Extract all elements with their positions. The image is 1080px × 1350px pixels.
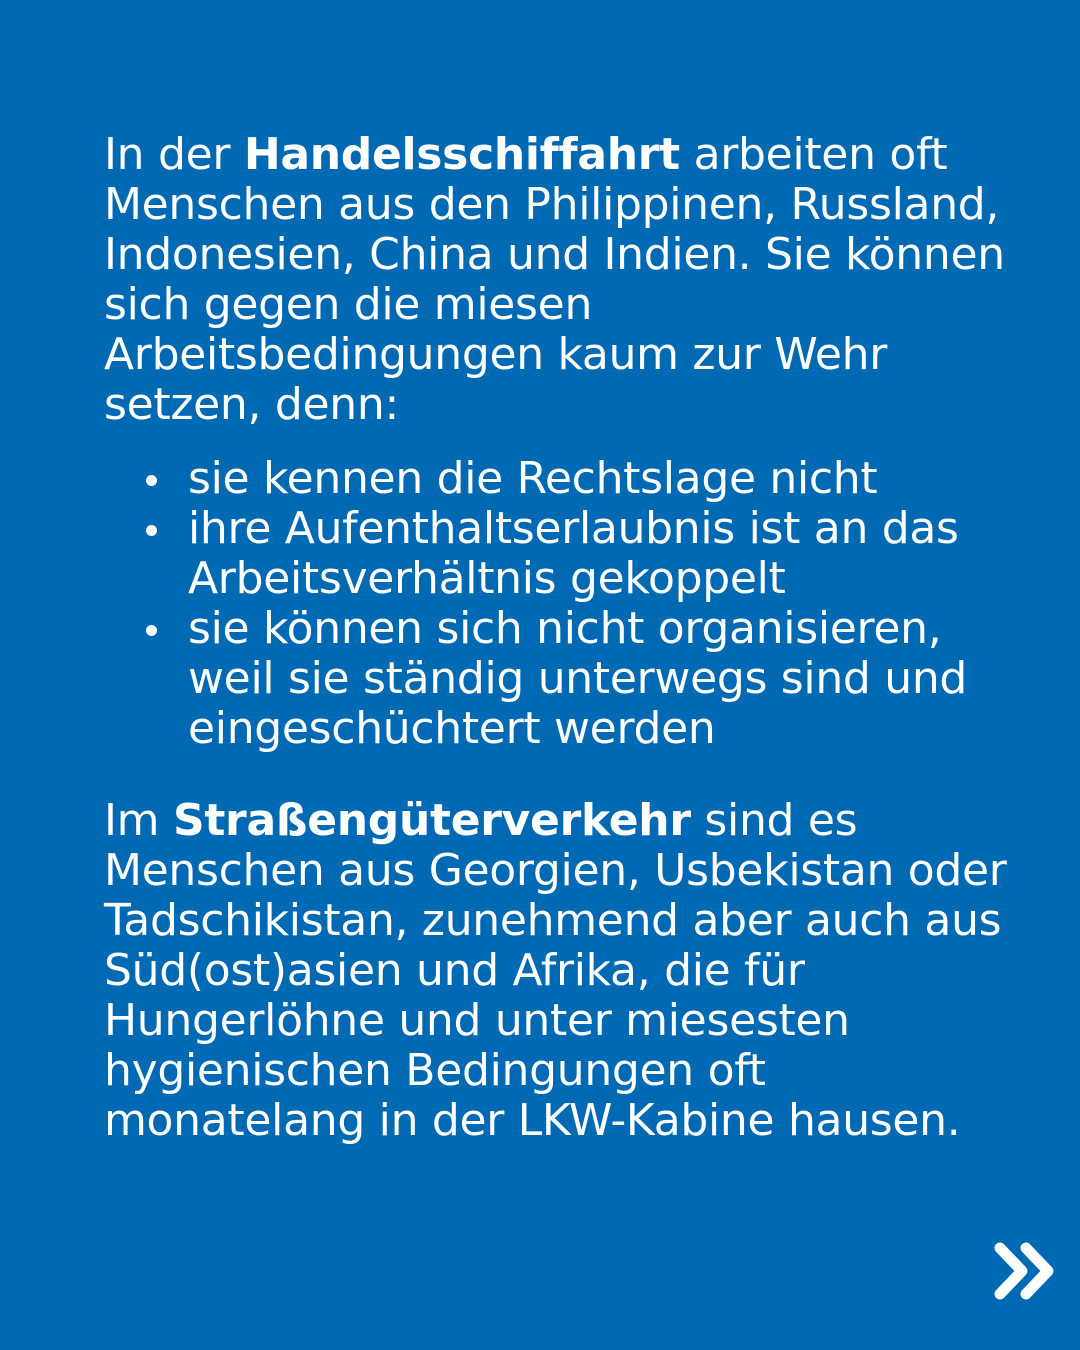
double-chevron-right-icon — [994, 1242, 1056, 1300]
reasons-list — [104, 454, 1024, 754]
paragraph-road-keyword: Straßengüterverkehr — [172, 795, 691, 846]
list-item: ihre Aufenthaltserlaubnis ist an das Arbeitsverhältnis gekoppelt — [188, 504, 1024, 604]
bullet-dot-icon — [146, 625, 157, 636]
list-item: sie kennen die Rechtslage nicht — [188, 454, 1024, 504]
paragraph-shipping-intro: In der — [104, 129, 244, 180]
paragraph-road-body: sind es Menschen aus Georgien, Usbekistan oder Tadschikistan, zunehmend aber auch aus Süd(ost)asien und Afrika, die für Hungerlöhne und unter miesesten hygienischen Bedingungen oft monatelang in der LKW-Kabine hausen. — [104, 795, 1007, 1146]
list-item: sie können sich nicht organisieren, weil sie ständig unterwegs sind und eingeschüchtert werden — [188, 604, 1024, 754]
bullet-dot-icon — [146, 475, 157, 486]
bullet-dot-icon — [146, 525, 157, 536]
next-slide-button[interactable] — [994, 1242, 1056, 1300]
paragraph-shipping — [104, 130, 1024, 430]
paragraph-shipping-body: arbeiten oft Menschen aus den Philippinen, Russland, Indonesien, China und Indien. Sie können sich gegen die miesen Arbeitsbedingungen kaum zur Wehr setzen, denn: — [104, 129, 1005, 430]
text-content — [104, 130, 1024, 1146]
paragraph-road-freight — [104, 796, 1024, 1146]
paragraph-road-intro: Im — [104, 795, 173, 846]
paragraph-shipping-keyword: Handelsschiffahrt — [243, 129, 680, 180]
